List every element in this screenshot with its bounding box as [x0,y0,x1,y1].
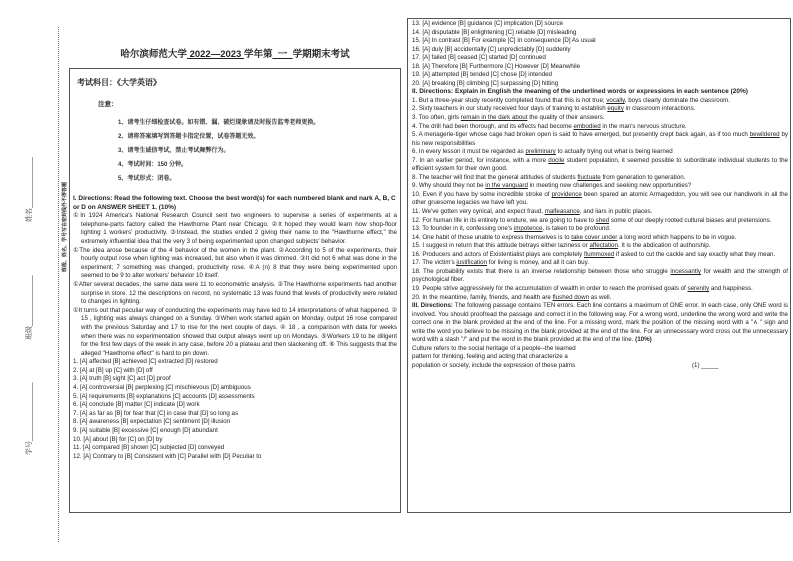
section1-heading: I. Directions: Read the following text. Choose the best word(s) for each numbered blank and nark A, B, C or D on ANSWER SHEET 1. (10%) [73,195,396,211]
underlined-term: equity [607,105,624,113]
sentence-text: 16. Producers and actors of Existentialist plays are completely [412,250,584,258]
passage-paragraph: ①After several decades, the same data were 11 to econometric analysis. ②The Hawthorne experiments had another surprise in store. 12 the descriptions on record, no systematic 13 was found that levels of productivity were related to changes in lighting. [73,280,397,306]
sentence-text: 1. But a three-year study recently completed found that this is not true; [412,96,607,104]
question-options: 12. [A] Contrary to [B] Consistent with [C] Parallel with [D] Peculiar to [73,452,262,460]
proofread-text: pattern for thinking, feeling and acting that characterize a [412,353,568,361]
notice-item: 3、请考生诚信考试，禁止考试舞弊行为。 [118,148,230,154]
answer-blank[interactable]: (1) _____ [692,361,719,369]
underlined-term: providence [551,190,582,198]
sentence-text: , is taken to be profound. [542,225,611,233]
question-options: 16. [A] duly [B] accidentally [C] unpredictably [D] suddenly [412,45,571,53]
question-options: 8. [A] awareness [B] expectation [C] sentiment [D] illusion [73,418,231,426]
proofread-line [412,353,788,362]
student-id-label: 学号 [26,441,33,455]
proofread-line [412,362,788,371]
sentence-text: some of our deeply rooted cultural biases and pretensions. [609,216,772,224]
underlined-term: in the vanguard [485,182,528,190]
explain-item [412,131,788,148]
underlined-term: take cover under [571,233,618,241]
underlined-term: impotence [513,225,543,233]
question-options: 2. [A] at [B] up [C] with [D] off [73,366,153,374]
underlined-term: flummoxed [583,250,615,258]
underlined-term: incessantly [670,267,702,275]
explain-item [412,174,788,183]
sentence-text: student population, it seemed possible to subordinate individual students to the efficient system for their own good. [412,156,788,173]
notice-item: 5、考试形式：闭卷。 [118,176,176,182]
explain-item [412,105,788,114]
question-options: 6. [A] conclude [B] matter [C] indicate [D] work [73,401,200,409]
underlined-term: bewildered [749,131,780,139]
sentence-text: as well. [589,293,612,301]
section3-heading: III. Directions: [412,302,453,310]
sentence-text: 7. In an earlier period, for instance, with a more [412,156,549,164]
underlined-term: shed [595,216,610,224]
explain-item [412,191,788,208]
explain-item [412,123,788,132]
sentence-text: 20. In the meantime, family, friends, and health are [412,293,553,301]
class-field[interactable]: 班级_____________ [26,275,33,340]
notice-item: 1、请考生仔细检查试卷。如有错、漏、破烂现象请及时报告监考老师更换。 [118,120,320,126]
explain-item [412,234,788,243]
notice-heading: 注意： [98,101,118,108]
passage-paragraph: ①The idea arose because of the 4 behavior of the women in the plant. ②According to 5 of the experiments, their hourly output rose when lighting was increased, but also when it was dimmed. ③It did not 6 what was done in the experiment; 7 something was changed, productivity rose. ④A (n) 8 that they were being experimented upon seemed to be 9 to alter workers' behavior 10 itself. [73,246,397,280]
question-options: 14. [A] disputable [B] enlightening [C] reliable [D] misleading [412,28,577,36]
name-label: 姓名 [26,208,33,222]
explain-item [412,157,788,174]
section2-heading: II. Directions: Explain in English the meaning of the underlined words or expressions in each sentence (20%) [412,88,748,96]
sentence-text: 9. Why should they not be [412,182,486,190]
sentence-text: 18. The probability exists that there is an inverse relationship between those who struggle [412,267,671,275]
sentence-text: 10. Even if you have by some incredible stroke of [412,190,552,198]
question-options: 4. [A] controversial [B] perplexing [C] mischievous [D] ambiguous [73,384,251,392]
sentence-text: 19. People strive aggressively for the accumulation of wealth in order to reach the promised goals of [412,284,688,292]
explain-item [412,285,788,294]
question-options: 3. [A] truth [B] sight [C] act [D] proof [73,375,171,383]
question-options: 17. [A] failed [B] ceased [C] started [D] continued [412,54,546,62]
passage-paragraph: ①It turns out that peculiar way of conducting the experiments may have led to 14 interpretations of what happened. ② 15 , lighting was always changed on a Sunday. ③When work started again on Monday, output 16 rose compared with the previous Saturday and 17 to rise for the next couple of days. ④ 18 , a comparison with data for weeks when there was no experimentation showed that output always went up on Mondays. ⑤Workers 19 to be diligent for the first few days of the week in any case, before 20 a plateau and then slackening off. ⑥ This suggests that the alleged "Hawthorne effect" is hard to pin down. [73,306,397,357]
notice-item: 2、请将答案填写到答题卡指定位置，试卷答题无效。 [118,134,260,140]
sentence-text: 5. A menagerie-tiger whose cage had broken open is said to have emerged, but presently crept back again, as if too much [412,131,750,139]
sentence-text: the quality of their answers. [527,114,605,122]
underlined-term: remain in the dark about [460,114,528,122]
explain-item [412,97,788,106]
underlined-term: docile [548,156,565,164]
underlined-term: flushed down [552,293,590,301]
question-options: 11. [A] compared [B] shown [C] subjected [D] conveyed [73,444,225,452]
underlined-term: vocally [606,96,625,104]
explain-item [412,148,788,157]
sentence-text: been spared an atomic Armageddon, you will see our handiwork in all the other gruesome legacies we have left you. [412,190,789,207]
right-column [412,20,788,370]
question-options: 18. [A] Therefore [B] Furthermore [C] However [D] Meanwhile [412,62,581,70]
name-field[interactable]: 姓名_____________ [26,157,33,222]
sentence-text: if asked to cut the cackle and say exactly what they mean. [614,250,776,258]
sentence-text: from generation to generation. [600,173,686,181]
passage-paragraph: ①In 1924 America's National Research Council sent two engineers to supervise a series of experiments at a telephone-parts factory called the Hawthorne Plant near Chicago. ②It hoped they would learn how shop-floor lighting 1 workers' productivity. ③Instead, the studies ended 2 giving their name to the "Hawthorne effect," the extremely influential idea that the very 3 of being experimented upon changed subjects' behavior. [73,212,397,245]
sentence-text: . It is the abdication of authorship. [617,242,711,250]
sentence-text: 13. To founder in it, confessing one's [412,225,514,233]
sentence-text: 14. One habit of those unable to express themselves is to [412,233,572,241]
question-options: 13. [A] evidence [B] guidance [C] implication [D] source [412,20,563,27]
sentence-text: 6. In every lesson it must be regarded as [412,148,526,156]
question-options: 20. [A] breaking [B] climbing [C] surpassing [D] hitting [412,79,559,87]
sentence-text: 15. I suggest in return that this attitude betrays either laziness or [412,242,590,250]
sentence-text: in classroom interactions. [623,105,696,113]
underlined-term: malfeasance [544,208,580,216]
right-panel [407,18,791,513]
sentence-text: for wealth and the strength of psychological fiber. [412,267,788,284]
sentence-text: by his new responsibilities [412,131,789,147]
explain-item [412,208,788,217]
question-options: 9. [A] suitable [B] excessive [C] enough [D] abundant [73,427,218,435]
sentence-text: in the man's nervous structure. [600,122,687,130]
question-options: 19. [A] attempted [B] tended [C] chose [D] intended [412,71,552,79]
explain-item [412,259,788,268]
underlined-term: preliminary [525,148,556,156]
sentence-text: 12. For human life in its entirety to endure, we are going to have to [412,216,596,224]
question-options: 7. [A] as far as [B] for fear that [C] in case that [D] so long as [73,409,239,417]
sentence-text: 11. We've gotten very cynical, and expect fraud, [412,208,545,216]
subject-title: 考试科目：《大学英语》 [77,78,161,87]
question-options: 1. [A] affected [B] achieved [C] extracted [D] restored [73,358,218,366]
proofread-text: population or society, include the expression of these palms [412,361,576,369]
sentence-text: a long word which happens to be in vogue. [617,233,737,241]
left-panel [69,68,401,513]
proofread-line [412,345,788,354]
sentence-text: for living is money, and all it can buy. [487,259,589,267]
section3-body: The following passage contains TEN errors. Each line contains a maximum of ONE error. In each case, only ONE word is involved. You should proofread the passage and correct it in the following way. For a wrong word, underline the wrong word and write the correct one in the blank provided at the end of the line. For a missing word, mark the position of the missing word with a "∧ " sign and write the word you believe to be missing in the blank provided at the end of the line. For an unnecessary word cross out the unnecessary word with a slash "/" and put the word in the blank provided at the end of the line. [412,302,788,344]
section1-passage [73,195,397,461]
sentence-text: , boys clearly dominate the classroom. [624,96,731,104]
notice-item: 4、考试时间：150 分钟。 [118,162,188,168]
explain-item [412,251,788,260]
binding-line [58,27,59,542]
sentence-text: 4. The drill had been thorough, and its effects had become [412,122,574,130]
explain-item [412,268,788,285]
exam-title: 哈尔滨师范大学 2022—2023 学年第 一 学期期末考试 [120,49,350,60]
explain-item [412,294,788,303]
sentence-text: 3. Too often, girls [412,114,461,122]
underlined-term: embodied [573,122,601,130]
sentence-text: in meeting new challenges and seeking new opportunities? [527,182,692,190]
explain-item [412,182,788,191]
sentence-text: to actually trying out what is being learned [555,148,673,156]
proofread-text: Culture refers to the social heritage of a people--the learned [412,344,576,352]
explain-item [412,114,788,123]
section3-directions [412,302,788,345]
underlined-term: justification [456,259,488,267]
sentence-text: 17. The victim's [412,259,457,267]
question-options: 10. [A] about [B] for [C] on [D] by [73,435,163,443]
question-options: 15. [A] In contrast [B] For example [C] In consequence [D] As usual [412,37,596,45]
class-label: 班级 [26,326,33,340]
sentence-text: , and liars in public places. [579,208,653,216]
sentence-text: and happiness. [709,284,753,292]
sentence-text: 8. The teacher will find that the general attitudes of students [412,173,578,181]
explain-item [412,225,788,234]
underlined-term: affectation [589,242,618,250]
sentence-text: 2. Sixty teachers in our study received four days of training to establish [412,105,608,113]
section3-score: (10%) [635,336,652,344]
seal-note: 班级、姓名、学号写在密封线外不得答题 [62,181,68,272]
underlined-term: fluctuate [577,173,601,181]
student-id-field[interactable]: 学号_______________ [26,382,33,455]
underlined-term: serenity [687,284,710,292]
question-options: 5. [A] requirements [B] explanations [C] accounts [D] assessments [73,392,255,400]
explain-item [412,242,788,251]
explain-item [412,217,788,226]
